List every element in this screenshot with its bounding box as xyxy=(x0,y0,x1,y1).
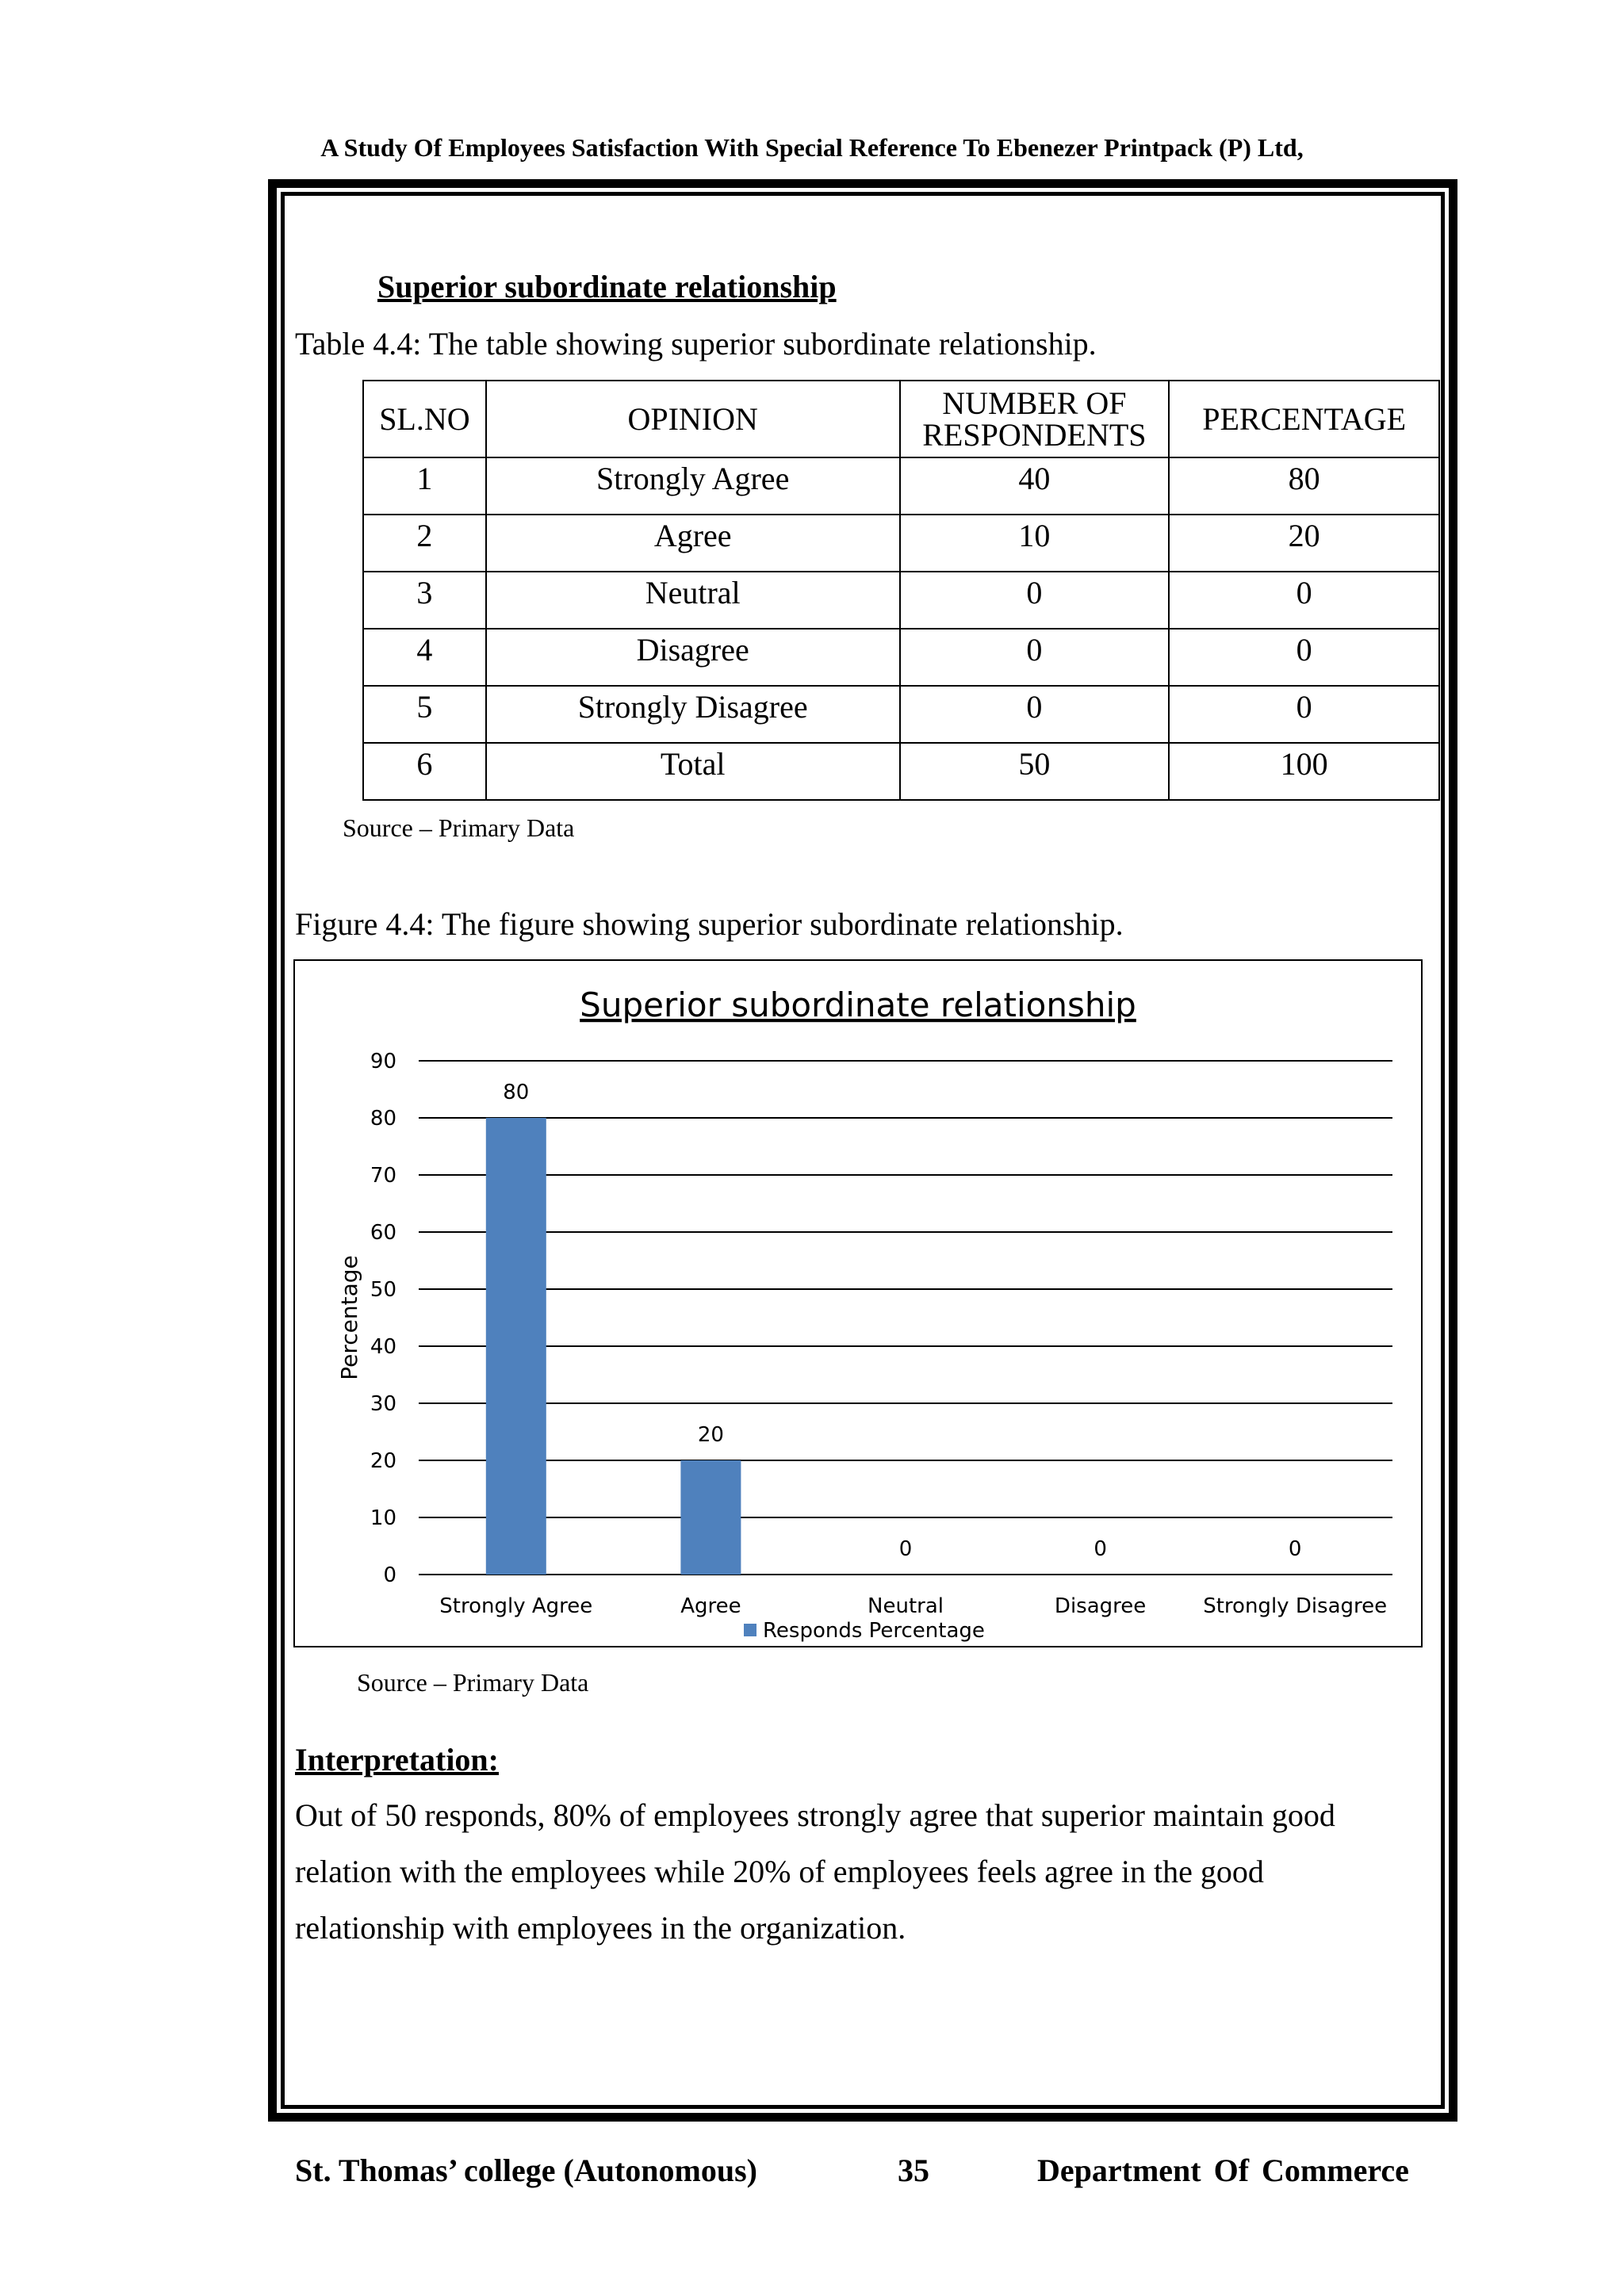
figure-source-note: Source – Primary Data xyxy=(357,1668,589,1697)
y-tick-label: 70 xyxy=(370,1164,396,1188)
cell-slno: 1 xyxy=(363,457,486,515)
table-row xyxy=(363,629,1439,686)
y-tick-label: 40 xyxy=(370,1335,396,1359)
y-tick-label: 20 xyxy=(370,1449,396,1473)
data-label: 20 xyxy=(697,1423,724,1447)
y-tick-label: 30 xyxy=(370,1392,396,1416)
cell-slno: 4 xyxy=(363,629,486,686)
chart-container xyxy=(293,959,1423,1647)
footer-college: St. Thomas’ college (Autonomous) xyxy=(295,2152,757,2188)
interpretation-heading: Interpretation: xyxy=(295,1742,499,1777)
cell-opinion: Agree xyxy=(486,515,900,572)
cell-percentage: 80 xyxy=(1169,457,1439,515)
y-tick-label: 50 xyxy=(370,1278,396,1302)
x-tick-label: Strongly Disagree xyxy=(1203,1594,1388,1618)
data-label: 0 xyxy=(1094,1537,1107,1561)
interpretation-line: Out of 50 responds, 80% of employees strongly agree that superior maintain good xyxy=(295,1797,1335,1833)
cell-opinion: Strongly Agree xyxy=(486,457,900,515)
header-respondents-line2: RESPONDENTS xyxy=(922,416,1147,453)
y-tick-label: 10 xyxy=(370,1506,396,1530)
cell-respondents: 50 xyxy=(900,743,1170,800)
bar xyxy=(486,1118,546,1575)
y-tick-label: 0 xyxy=(383,1563,396,1587)
cell-respondents: 40 xyxy=(900,457,1170,515)
x-tick-label: Agree xyxy=(680,1594,741,1618)
header-slno: SL.NO xyxy=(363,381,486,457)
x-tick-label: Strongly Agree xyxy=(439,1594,593,1618)
y-axis-label: Percentage xyxy=(336,1255,362,1380)
cell-percentage: 20 xyxy=(1169,515,1439,572)
table-header-row xyxy=(363,381,1439,457)
cell-opinion: Strongly Disagree xyxy=(486,686,900,743)
cell-percentage: 0 xyxy=(1169,572,1439,629)
header-respondents-line1: NUMBER OF xyxy=(942,385,1127,421)
table-row xyxy=(363,457,1439,515)
cell-slno: 6 xyxy=(363,743,486,800)
table-source-note: Source – Primary Data xyxy=(343,813,575,842)
cell-slno: 2 xyxy=(363,515,486,572)
y-tick-label: 90 xyxy=(370,1050,396,1073)
data-label: 0 xyxy=(898,1537,913,1561)
table-row-total xyxy=(363,743,1439,800)
cell-respondents: 0 xyxy=(900,629,1170,686)
cell-respondents: 0 xyxy=(900,686,1170,743)
footer-department: Department Of Commerce xyxy=(1037,2152,1409,2188)
interpretation-line: relationship with employees in the organization. xyxy=(295,1910,906,1946)
interpretation-line: relation with the employees while 20% of employees feels agree in the good xyxy=(295,1854,1264,1889)
running-header: A Study Of Employees Satisfaction With Special Reference To Ebenezer Printpack (P) Ltd, xyxy=(320,133,1304,162)
footer-page-number: 35 xyxy=(898,2152,929,2188)
cell-percentage: 0 xyxy=(1169,629,1439,686)
cell-slno: 5 xyxy=(363,686,486,743)
cell-opinion: Total xyxy=(486,743,900,800)
table-row xyxy=(363,686,1439,743)
table-row xyxy=(363,572,1439,629)
header-respondents xyxy=(900,381,1170,457)
figure-caption: Figure 4.4: The figure showing superior subordinate relationship. xyxy=(295,906,1124,942)
header-opinion: OPINION xyxy=(486,381,900,457)
cell-opinion: Neutral xyxy=(486,572,900,629)
bar xyxy=(680,1460,741,1575)
cell-percentage: 0 xyxy=(1169,686,1439,743)
legend-label: Responds Percentage xyxy=(763,1619,985,1643)
x-tick-label: Disagree xyxy=(1054,1594,1147,1618)
table-row xyxy=(363,515,1439,572)
table-caption: Table 4.4: The table showing superior subordinate relationship. xyxy=(295,326,1097,362)
y-tick-label: 80 xyxy=(370,1107,396,1131)
data-label: 80 xyxy=(503,1081,530,1104)
legend-swatch xyxy=(744,1624,756,1636)
cell-slno: 3 xyxy=(363,572,486,629)
chart-title: Superior subordinate relationship xyxy=(580,985,1136,1024)
cell-percentage: 100 xyxy=(1169,743,1439,800)
cell-respondents: 0 xyxy=(900,572,1170,629)
section-heading: Superior subordinate relationship xyxy=(377,269,837,304)
y-tick-label: 60 xyxy=(370,1221,396,1245)
x-tick-label: Neutral xyxy=(868,1594,944,1618)
header-percentage: PERCENTAGE xyxy=(1169,381,1439,457)
bar-chart xyxy=(295,961,1421,1646)
opinion-table xyxy=(362,380,1440,801)
cell-respondents: 10 xyxy=(900,515,1170,572)
data-label: 0 xyxy=(1288,1537,1302,1561)
cell-opinion: Disagree xyxy=(486,629,900,686)
